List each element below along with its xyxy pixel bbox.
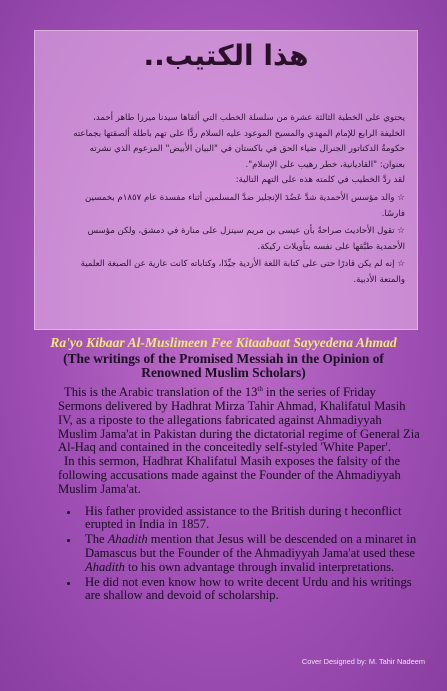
arabic-line: بعنوان: "القاديانية، خطر رهيب على الإسلام". xyxy=(245,159,405,170)
intro-paragraph xyxy=(58,383,421,455)
arabic-line: فارسًا. xyxy=(381,208,405,219)
arabic-line: الأحمدية طبَّقها على نفسه بتأويلات ركيكة. xyxy=(257,241,405,252)
ahadith-term: Ahadith xyxy=(107,532,148,547)
arabic-line: لقد ردَّ الخطيب في كلمته هذه على التهم التالية: xyxy=(235,175,405,186)
arabic-line: حكومةُ الدكتاتور الجنرال ضياء الحق في باكستان في "البيان الأبيض" المزعوم الذي نشرته xyxy=(89,144,405,155)
ahadith-term: Ahadith xyxy=(85,559,125,574)
english-title: Ra'yo Kibaar Al-Muslimeen Fee Kitaabaat Sayyedena Ahmad xyxy=(50,335,397,350)
english-body xyxy=(58,383,421,604)
arabic-line: والمتعة الأدبية. xyxy=(353,274,405,285)
accusation-text: The xyxy=(85,532,108,547)
intro-text-a: This is the Arabic translation of the 13 xyxy=(64,385,258,400)
english-subtitle: (The writings of the Promised Messiah in the Opinion of Renowned Muslim Scholars) xyxy=(63,351,384,380)
arabic-body xyxy=(49,111,405,289)
accusation-item xyxy=(79,533,421,574)
accusation-item: • His father provided assistance to the British during t heconflict erupted in India in 1857. xyxy=(79,505,421,533)
arabic-accusation-3: ☆ إنه لم يكن قادرًا حتى على كتابة اللغة الأردية جيِّدًا، وكتاباته كانت عارية عن الصبغة العلمية xyxy=(80,259,405,270)
accusations-intro-paragraph: In this sermon, Hadhrat Khalifatul Masih exposes the falsity of the following accusations made against the Founder of the Ahmadiyyah Muslim Jama'at. xyxy=(58,454,401,496)
arabic-accusation-1: ☆ والد مؤسس الأحمدية شدَّ عَضُدَ الإنجليز ضدَّ المسلمين أثناء مفسدة عام ١٨٥٧م بخمسين xyxy=(84,192,405,203)
accusation-item: • He did not even know how to write decent Urdu and his writings are shallow and devoid of scholarship. xyxy=(79,576,421,604)
arabic-accusation-2: ☆ تقول الأحاديث صراحةً بأن عيسى بن مريم سينزل على منارة في دمشق، ولكن مؤسس xyxy=(87,226,405,237)
arabic-line: الخليفة الرابع للإمام المهدي والمسيح الموعود عليه السلام ردًّا على تهم باطلة ألصقتها بجماعته xyxy=(73,128,405,139)
accusation-text: to his own advantage through invalid interpretations. xyxy=(124,559,395,574)
accusation-text: mention that Jesus will be descended on a minaret in Damascus but the Founder of the Ahmadiyyah Jama'at used these xyxy=(85,532,417,560)
accusations-list xyxy=(58,505,421,604)
arabic-summary-box xyxy=(34,30,418,330)
arabic-title: هذا الكتيب.. xyxy=(143,39,309,72)
intro-text-b: in the series of Friday Sermons delivered by Hadhrat Mirza Tahir Ahmad, Khalifatul Masih IV, as a riposte to the allegations fabricated against Ahmadiyyah Muslim Jama'at in Pakistan during the dictatorial regime of General Zia Al-Haq and contained in the conceitedly self-styled 'White Paper'. xyxy=(58,385,420,455)
cover-designer-credit: Cover Designed by: M. Tahir Nadeem xyxy=(301,657,425,666)
arabic-line: يحتوي على الخطبة الثالثة عشرة من سلسلة الخطب التي ألقاها سيدنا ميرزا طاهر أحمد، xyxy=(93,113,405,123)
ordinal-suffix: th xyxy=(257,385,263,393)
